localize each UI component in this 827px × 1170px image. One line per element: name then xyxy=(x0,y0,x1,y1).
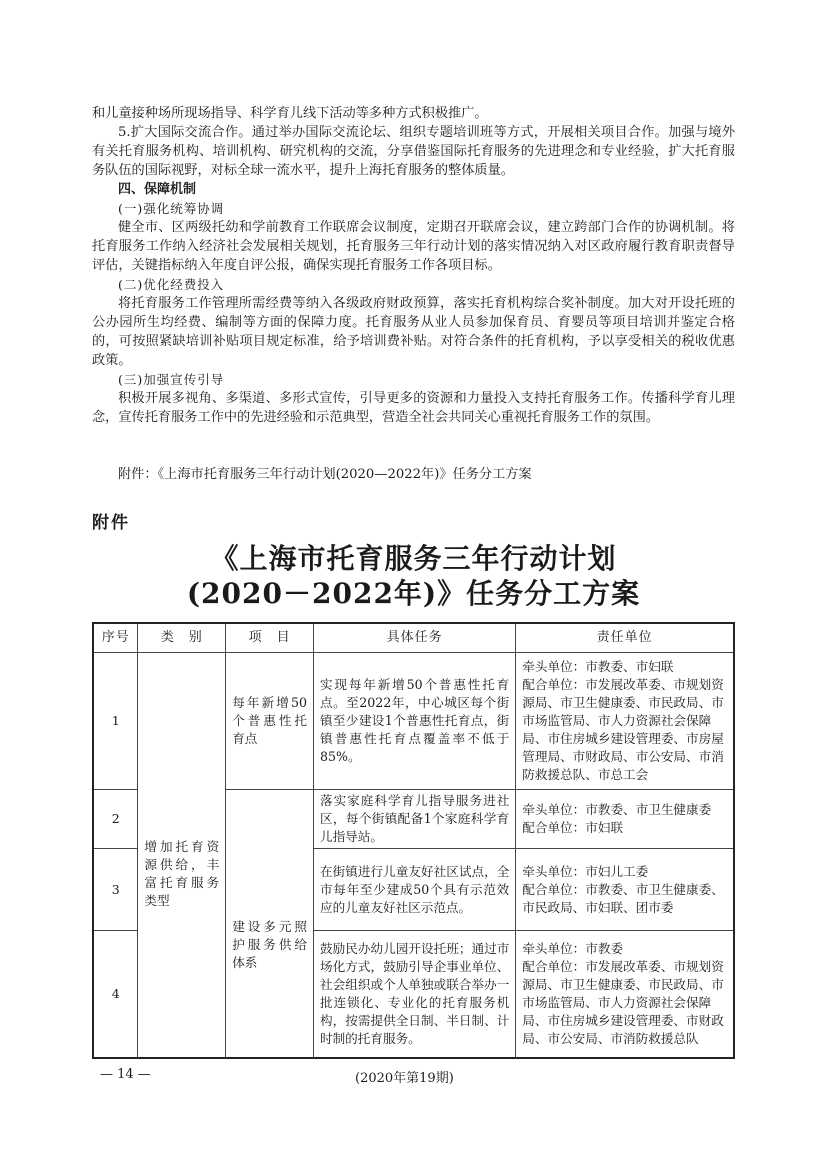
table-row xyxy=(93,653,734,790)
cooperating-units: 配合单位：市发展改革委、市规划资源局、市卫生健康委、市民政局、市市场监管局、市人力资源社会保障局、市住房城乡建设管理委、市房屋管理局、市财政局、市公安局、市消防救援总队、市总工会 xyxy=(522,677,724,782)
row-number: 1 xyxy=(93,653,138,790)
paragraph-international-exchange: 5.扩大国际交流合作。通过举办国际交流论坛、组织专题培训班等方式，开展相关项目合作。加强与境外有关托育服务机构、培训机构、研究机构的交流，分享借鉴国际托育服务的先进理念和专业经验，扩大托育服务队伍的国际视野，对标全球一流水平，提升上海托育服务的整体质量。 xyxy=(92,125,735,178)
appendix-title-line2: (2020－2022年)》任务分工方案 xyxy=(186,577,641,610)
task-cell: 落实家庭科学育儿指导服务进社区，每个街镇配备1个家庭科学育儿指导站。 xyxy=(313,790,515,849)
row-number: 3 xyxy=(93,849,138,931)
task-cell: 在街镇进行儿童友好社区试点，全市每年至少建成50个具有示范效应的儿童友好社区示范点。 xyxy=(313,849,515,931)
section-heading: 四、保障机制 xyxy=(118,182,197,197)
category-text: 增加托育资源供给，丰富托育服务类型 xyxy=(144,839,220,908)
task-division-table xyxy=(92,622,735,1059)
lead-unit: 牵头单位：市教委、市卫生健康委 xyxy=(522,802,712,817)
lead-unit: 牵头单位：市妇儿工委 xyxy=(522,863,649,879)
unit-cell xyxy=(516,653,734,790)
task-cell: 实现每年新增50个普惠性托育点。至2022年，中心城区每个街镇至少建设1个普惠性托育点，街镇普惠性托育点覆盖率不低于85%。 xyxy=(313,653,515,790)
unit-cell xyxy=(516,790,734,849)
header-no: 序号 xyxy=(93,623,138,653)
cooperating-units: 配合单位：市教委、市卫生健康委、市民政局、市妇联、团市委 xyxy=(522,881,724,915)
appendix-title-line1: 《上海市托育服务三年行动计划 xyxy=(210,542,617,575)
category-cell xyxy=(138,653,226,1058)
row-number: 4 xyxy=(93,931,138,1058)
cooperating-units: 配合单位：市妇联 xyxy=(522,820,624,835)
issue-number: (2020年第19期) xyxy=(355,1071,454,1086)
appendix-label: 附件 xyxy=(92,513,130,533)
subsection-heading-1: (一)强化统筹协调 xyxy=(118,201,225,216)
unit-cell xyxy=(516,931,734,1058)
paragraph-continuation: 和儿童接种场所现场指导、科学育儿线下活动等多种方式积极推广。 xyxy=(92,106,488,121)
lead-unit: 牵头单位：市教委 xyxy=(522,940,624,956)
header-item: 项 目 xyxy=(226,623,314,653)
subsection-text-2: 将托育服务工作管理所需经费等纳入各级政府财政预算，落实托育机构综合奖补制度。加大对开设托班的公办园所生均经费、编制等方面的保障力度。托育服务从业人员参加保育员、育婴员等项目培训并鉴定合格的，可按照紧缺培训补贴项目规定标准，给予培训费补贴。对符合条件的托育机构，予以享受相关的税收优惠政策。 xyxy=(92,296,735,368)
subsection-text-3: 积极开展多视角、多渠道、多形式宣传，引导更多的资源和力量投入支持托育服务工作。传播科学育儿理念，宣传托育服务工作中的先进经验和示范典型，营造全社会共同关心重视托育服务工作的氛围。 xyxy=(92,391,735,425)
item-text: 建设多元照护服务供给体系 xyxy=(232,919,307,970)
lead-unit: 牵头单位：市教委、市妇联 xyxy=(522,659,674,674)
subsection-heading-3: (三)加强宣传引导 xyxy=(118,372,225,387)
header-task: 具体任务 xyxy=(313,623,515,653)
cooperating-units: 配合单位：市发展改革委、市规划资源局、市卫生健康委、市民政局、市市场监管局、市人力资源社会保障局、市住房城乡建设管理委、市财政局、市公安局、市消防救援总队 xyxy=(522,958,724,1046)
unit-cell xyxy=(516,849,734,931)
row-number: 2 xyxy=(93,790,138,849)
subsection-heading-2: (二)优化经费投入 xyxy=(118,277,225,292)
attachment-reference: 附件：《上海市托育服务三年行动计划(2020—2022年)》任务分工方案 xyxy=(118,467,532,482)
item-cell-merged xyxy=(226,790,314,1058)
page-number: — 14 — xyxy=(100,1067,151,1082)
subsection-text-1: 健全市、区两级托幼和学前教育工作联席会议制度，定期召开联席会议，建立跨部门合作的协调机制。将托育服务工作纳入经济社会发展相关规划，托育服务三年行动计划的落实情况纳入对区政府履行教育职责督导评估，关键指标纳入年度自评公报，确保实现托育服务工作各项目标。 xyxy=(92,220,735,273)
body-text xyxy=(92,104,735,427)
table-header-row xyxy=(93,623,734,653)
item-cell: 每年新增50个普惠性托育点 xyxy=(226,653,314,790)
task-cell: 鼓励民办幼儿园开设托班；通过市场化方式，鼓励引导企事业单位、社会组织或个人单独或联合举办一批连锁化、专业化的托育服务机构，按需提供全日制、半日制、计时制的托育服务。 xyxy=(313,931,515,1058)
header-category: 类 别 xyxy=(138,623,226,653)
header-responsible-unit: 责任单位 xyxy=(516,623,734,653)
